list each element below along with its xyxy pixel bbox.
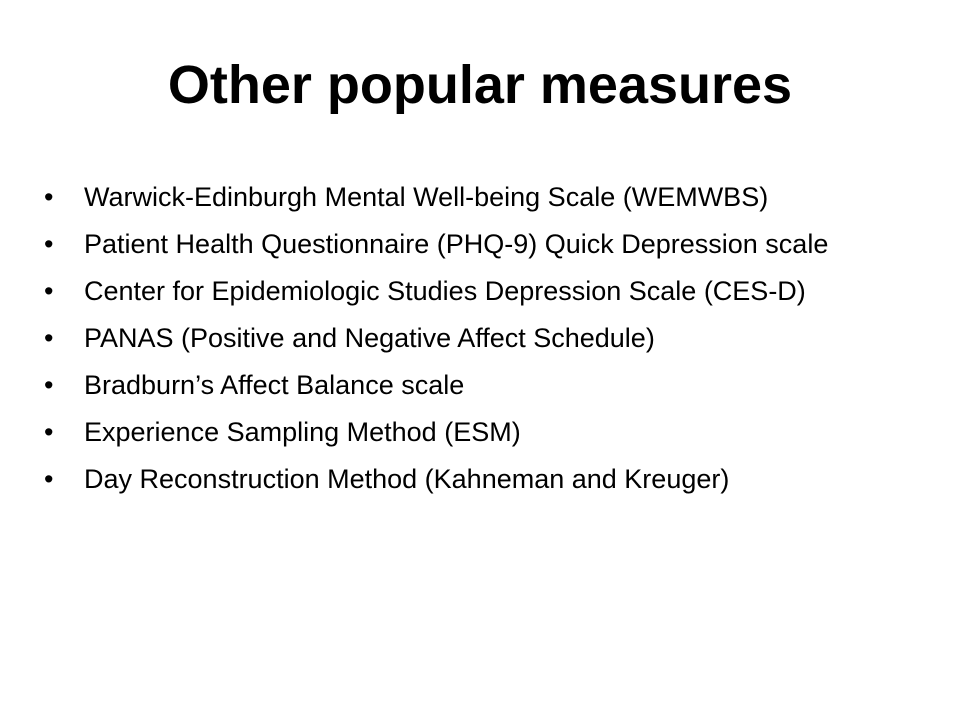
list-item [44,415,844,449]
bullet-icon: • [44,229,54,259]
bullet-icon: • [44,464,54,494]
bullet-icon: • [44,276,54,306]
list-item [44,180,844,214]
list-item-text: Day Reconstruction Method (Kahneman and Kreuger) [84,464,730,494]
list-item [44,274,844,308]
bullet-icon: • [44,323,54,353]
list-item [44,462,844,496]
bullet-icon: • [44,370,54,400]
bullet-icon: • [44,182,54,212]
list-item-text: Warwick-Edinburgh Mental Well-being Scale (WEMWBS) [84,182,769,212]
bullet-icon: • [44,417,54,447]
slide-title: Other popular measures [167,55,793,115]
list-item-text: PANAS (Positive and Negative Affect Schedule) [84,323,655,353]
list-item-text: Patient Health Questionnaire (PHQ-9) Quick Depression scale [84,229,829,259]
list-item-text: Bradburn’s Affect Balance scale [84,370,465,400]
list-item-text: Experience Sampling Method (ESM) [84,417,521,447]
bullet-list [44,180,844,509]
list-item-text: Center for Epidemiologic Studies Depression Scale (CES-D) [84,276,806,306]
list-item [44,321,844,355]
list-item [44,227,844,261]
list-item [44,368,844,402]
